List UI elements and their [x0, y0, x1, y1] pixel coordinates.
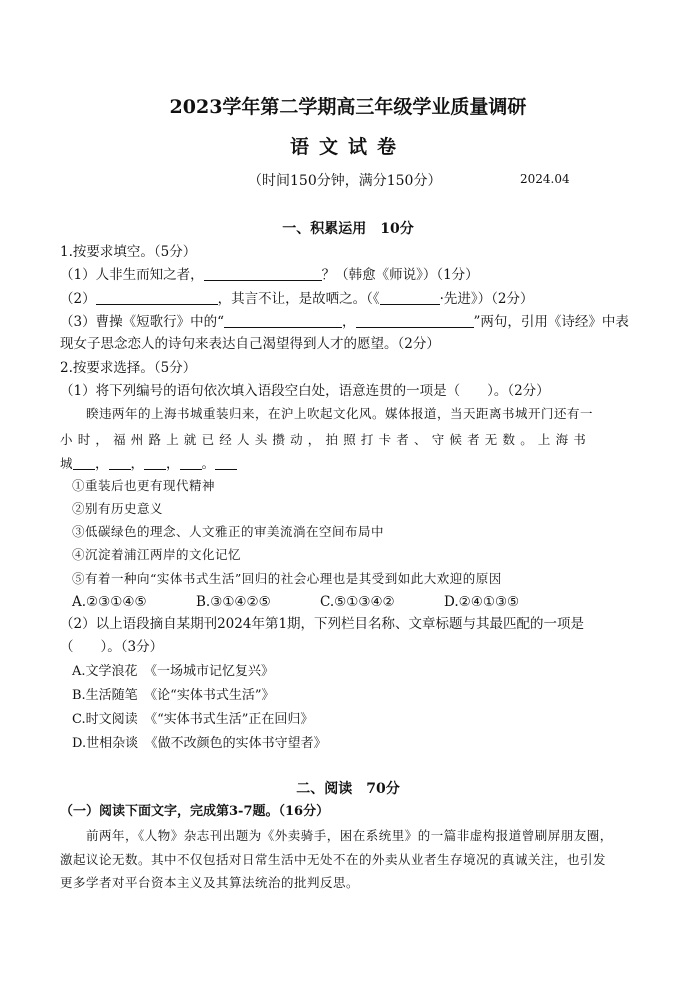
answer-blank[interactable]: [96, 290, 218, 305]
q1-item-2: [60, 289, 533, 309]
q1-item-2-text-a: （2）: [60, 291, 96, 307]
section-1-heading: 一、积累运用 10分: [282, 221, 414, 237]
statement-item: ⑤有着一种向“实体书式生活”回归的社会心理也是其受到如此大欢迎的原因: [72, 571, 502, 586]
passage-line-3: 城 ， ， ， 。: [60, 454, 237, 474]
q1-stem: 1.按要求填空。（5分）: [60, 244, 197, 260]
q1-item-3: [60, 312, 629, 332]
reading-para-line-2: 激起议论无数。其中不仅包括对日常生活中无处不在的外卖从业者生存境况的真诚关注，也引发: [60, 852, 607, 867]
answer-blank[interactable]: [380, 290, 440, 305]
answer-blank[interactable]: [224, 313, 342, 328]
choice-c[interactable]: C.⑤①③④②: [320, 594, 395, 610]
q1-item-2-text-b: ，其言不让，是故哂之。（《: [217, 291, 380, 307]
choice-a[interactable]: A.②③①④⑤: [72, 594, 147, 610]
answer-blank[interactable]: [204, 266, 322, 281]
choice-b[interactable]: B.③①④②⑤: [196, 594, 271, 610]
q1-item-1-text-a: （1）人非生而知之者，: [60, 267, 204, 283]
statement-item: ①重装后也更有现代精神: [72, 478, 216, 493]
exam-date: 2024.04: [520, 172, 570, 186]
option-d[interactable]: D.世相杂谈 《做不改颜色的实体书守望者》: [72, 736, 327, 751]
q2-sub-2-cont: （ ）。（3分）: [60, 639, 164, 655]
statement-item: ②别有历史意义: [72, 501, 164, 516]
statement-item: ③低碳绿色的理念、人文雅正的审美流淌在空间布局中: [72, 524, 385, 539]
option-a[interactable]: A.文学浪花 《一场城市记忆复兴》: [72, 664, 275, 679]
statement-item: ④沉淀着浦江两岸的文化记忆: [72, 547, 242, 562]
option-c[interactable]: C.时文阅读 《“实体书式生活”正在回归》: [72, 712, 314, 727]
passage-line-3-prefix: 城: [60, 456, 74, 471]
passage-line-2: 小时，福州路上就已经人头攒动，拍照打卡者、守候者无数。上海书: [60, 432, 592, 447]
answer-blank[interactable]: [180, 457, 202, 470]
q1-item-3-text-a: （3）曹操《短歌行》中的“: [60, 314, 224, 330]
time-info: （时间150分钟，满分150分）: [248, 173, 442, 189]
q2-sub-2: （2）以上语段摘自某期刊2024年第1期，下列栏目名称、文章标题与其最匹配的一项是: [60, 616, 585, 632]
q1-item-3-text-c: ”两句，引用《诗经》中表: [473, 314, 629, 330]
q2-stem: 2.按要求选择。（5分）: [60, 360, 197, 376]
answer-blank[interactable]: [215, 457, 237, 470]
reading-para-line-1: 前两年，《人物》杂志刊出题为《外卖骑手，困在系统里》的一篇非虚构报道曾刷屏朋友圈，: [86, 828, 613, 843]
answer-blank[interactable]: [356, 313, 474, 328]
reading-para-line-3: 更多学者对平台资本主义及其算法统治的批判反思。: [60, 875, 360, 890]
q1-item-2-text-c: ·先进》）（2分）: [439, 291, 534, 307]
answer-blank[interactable]: [144, 457, 166, 470]
q2-sub-1: （1）将下列编号的语句依次填入语段空白处，语意连贯的一项是（ ）。（2分）: [60, 383, 550, 399]
section-2-heading: 二、阅读 70分: [296, 781, 400, 797]
option-b[interactable]: B.生活随笔 《论“实体书式生活”》: [72, 688, 275, 703]
answer-blank[interactable]: [73, 457, 95, 470]
q1-item-3-cont: 现女子思念恋人的诗句来表达自己渴望得到人才的愿望。（2分）: [60, 336, 440, 352]
answer-blank[interactable]: [109, 457, 131, 470]
q1-item-1: [60, 265, 479, 285]
exam-subtitle: 语文试卷: [289, 136, 406, 158]
choice-d[interactable]: D.②④①③⑤: [444, 594, 520, 610]
part-1-title: （一）阅读下面文字，完成第3-7题。（16分）: [60, 804, 330, 819]
passage-line-1: 睽违两年的上海书城重装归来，在沪上吹起文化风。媒体报道，当天距离书城开门还有一: [86, 406, 594, 421]
exam-title: 2023学年第二学期高三年级学业质量调研: [169, 96, 527, 118]
q1-item-1-text-b: ？（韩愈《师说》）（1分）: [321, 267, 479, 283]
q1-item-3-text-b: ，: [342, 314, 356, 330]
